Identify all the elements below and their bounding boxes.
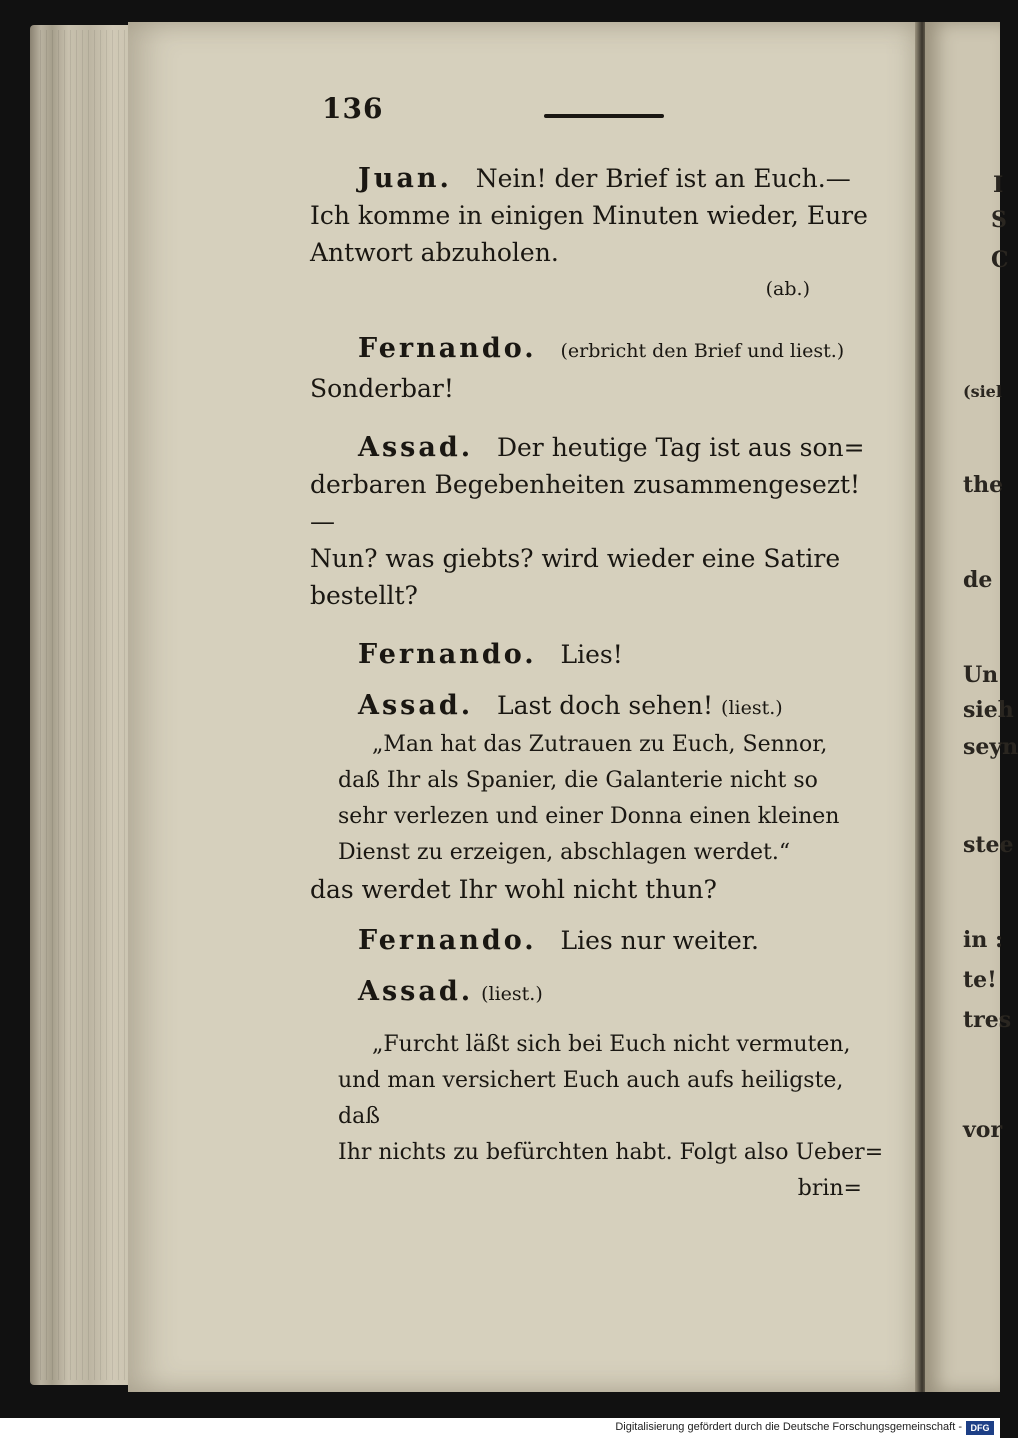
page-header bbox=[322, 92, 882, 132]
dialogue-text: Der heutige Tag ist aus son= bbox=[496, 433, 865, 462]
right-fragment: Un bbox=[963, 662, 999, 688]
speaker-name: Assad. bbox=[358, 690, 474, 721]
text-line bbox=[310, 687, 890, 727]
speaker-name: Assad. bbox=[358, 976, 474, 1007]
right-fragment: stee bbox=[963, 832, 1014, 858]
right-fragment: de bbox=[963, 567, 993, 593]
text-line bbox=[310, 973, 890, 1013]
text-line: Sonderbar! bbox=[310, 374, 454, 403]
right-fragment: C bbox=[991, 247, 1009, 273]
dialogue-text: Nein! der Brief ist an Euch.— bbox=[475, 164, 851, 193]
text-line bbox=[310, 922, 890, 959]
page-number: 136 bbox=[322, 92, 384, 125]
speaker-name: Fernando. bbox=[358, 639, 537, 670]
funding-notice: Digitalisierung gefördert durch die Deutsche Forschungsgemeinschaft - bbox=[615, 1421, 962, 1433]
speaker-name: Fernando. bbox=[358, 333, 537, 364]
page-edge-lines bbox=[40, 30, 135, 1380]
speaker-name: Assad. bbox=[358, 432, 474, 463]
speaker-name: Juan. bbox=[358, 163, 452, 194]
stage-direction: (ab.) bbox=[765, 278, 810, 300]
right-fragment: te! bbox=[963, 967, 997, 993]
footer-bar bbox=[0, 1418, 1000, 1438]
dialogue-text: Last doch sehen! bbox=[496, 691, 714, 720]
letter-line: Ihr nichts zu befürchten habt. Folgt also Ueber= bbox=[338, 1140, 884, 1165]
text-line: das werdet Ihr wohl nicht thun? bbox=[310, 875, 717, 904]
speaker-name: Fernando. bbox=[358, 925, 537, 956]
right-fragment: vor bbox=[963, 1117, 1003, 1143]
letter-line: „Furcht läßt sich bei Euch nicht vermuten, bbox=[372, 1032, 851, 1057]
right-fragment: the bbox=[963, 472, 1004, 498]
right-fragment: seyn bbox=[963, 734, 1018, 760]
letter-line: daß Ihr als Spanier, die Galanterie nicht so bbox=[338, 768, 818, 793]
right-page-fragment bbox=[925, 22, 1018, 1392]
header-rule bbox=[544, 114, 664, 118]
dialogue-text: Lies! bbox=[560, 640, 623, 669]
text-line: Ich komme in einigen Minuten wieder, Eure bbox=[310, 201, 868, 230]
right-fragment: in : bbox=[963, 927, 1004, 953]
right-fragment: sieh bbox=[963, 697, 1014, 723]
right-fragment: (siel bbox=[963, 382, 1002, 401]
letter-line: sehr verlezen und einer Donna einen kleinen bbox=[338, 804, 840, 829]
catchword: brin= bbox=[797, 1176, 862, 1201]
right-fragment: tres bbox=[963, 1007, 1012, 1033]
dfg-logo: DFG bbox=[966, 1421, 994, 1435]
letter-line: Dienst zu erzeigen, abschlagen werdet.“ bbox=[338, 840, 791, 865]
text-line bbox=[310, 160, 890, 197]
text-line bbox=[310, 330, 890, 370]
stage-direction: (erbricht den Brief und liest.) bbox=[560, 340, 845, 362]
stage-direction: (liest.) bbox=[721, 697, 783, 719]
dialogue-text: Lies nur weiter. bbox=[560, 926, 759, 955]
stage-direction: (liest.) bbox=[481, 983, 543, 1005]
right-fragment: I bbox=[993, 172, 1004, 198]
right-page-text bbox=[925, 22, 1018, 1392]
letter-line: und man versichert Euch auch aufs heiligste, daß bbox=[338, 1068, 844, 1129]
right-fragment: S bbox=[991, 207, 1007, 233]
page-text bbox=[310, 160, 890, 1207]
text-line: bestellt? bbox=[310, 581, 418, 610]
text-line: Antwort abzuholen. bbox=[310, 238, 559, 267]
text-line bbox=[310, 429, 890, 466]
text-line: derbaren Begebenheiten zusammengesezt! — bbox=[310, 470, 861, 536]
text-line: Nun? was giebts? wird wieder eine Satire bbox=[310, 544, 841, 573]
letter-line: „Man hat das Zutrauen zu Euch, Sennor, bbox=[372, 732, 828, 757]
text-line bbox=[310, 636, 890, 673]
